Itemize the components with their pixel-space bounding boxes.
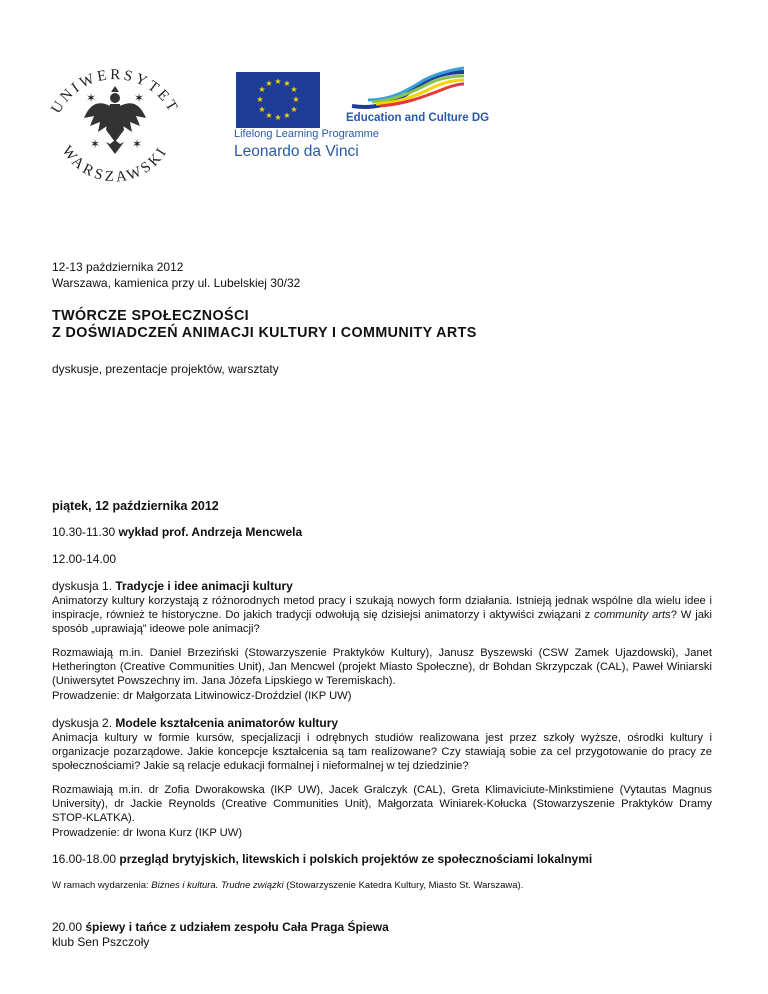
discussion2-label: dyskusja 2. [52, 716, 113, 730]
svg-text:★: ★ [290, 105, 298, 114]
svg-text:★: ★ [274, 113, 282, 122]
university-top-text: UNIWERSYTET [48, 66, 182, 117]
evening-heading [52, 920, 712, 935]
lecture-title: wykład prof. Andrzeja Mencwela [118, 525, 303, 539]
svg-text:★: ★ [274, 77, 282, 86]
discussion1-moderator: Prowadzenie: dr Małgorzata Litwinowicz-Droździel (IKP UW) [52, 690, 352, 702]
event-subtitle: dyskusje, prezentacje projektów, warsztaty [52, 362, 279, 376]
session3-heading [52, 852, 712, 867]
event-title [52, 308, 712, 342]
block-time: 12.00-14.00 [52, 552, 117, 566]
university-logo [40, 44, 190, 194]
discussion2-title: Modele kształcenia animatorów kultury [115, 716, 339, 730]
session3-title: przegląd brytyjskich, litewskich i polskich projektów ze społecznościami lokalnymi [119, 852, 593, 866]
svg-text:★: ★ [258, 105, 266, 114]
eu-programme-logo [224, 56, 490, 170]
svg-text:★: ★ [258, 85, 266, 94]
svg-text:★: ★ [283, 79, 291, 88]
discussion1-speakers: Rozmawiają m.in. Daniel Brzeziński (Stowarzyszenie Praktyków Kultury), Janusz Byszewski (CSW Zamek Ujazdowski), Janet Hetherington (Creative Communities Unit), Jan Mencwel (projekt Miasto Społeczne), dr Bohdan Skrzypczak (CAL), Paweł Winiarski (Uniwersytet Powszechny im. Jana Józefa Lipskiego w Teremiskach). [52, 647, 712, 688]
session3-time: 16.00-18.00 [52, 852, 117, 866]
session3-note-a: W ramach wydarzenia: [52, 880, 149, 891]
rainbow-swoosh-icon [348, 66, 466, 114]
discussion1-label: dyskusja 1. [52, 579, 113, 593]
session3-note-b: (Stowarzyszenie Katedra Kultury, Miasto St. Warszawa). [286, 880, 524, 891]
discussion2-description: Animacja kultury w formie kursów, specjalizacji i odrębnych studiów realizowana jest przez szkoły wyższe, ośrodki kultury i organizacje pozarządowe. Jakie koncepcje kształcenia są tam realizowane? Czy stawiają sobie za cel przygotowanie do pracy ze społecznościami? Jakie są relacje edukacji formalnej i nieformalnej w tej dziedzinie? [52, 732, 712, 773]
evening-title: śpiewy i tańce z udziałem zespołu Cała Praga Śpiewa [85, 920, 389, 934]
session3-note-em: Biznes i kultura. Trudne związki [151, 880, 284, 891]
day-heading: piątek, 12 października 2012 [52, 499, 219, 513]
svg-text:✶: ✶ [86, 91, 97, 105]
lecture-time: 10.30-11.30 [52, 525, 116, 539]
eu-programme-label: Lifelong Learning Programme [234, 128, 379, 140]
lecture-line [52, 525, 712, 540]
discussion1-desc-em: community arts [594, 609, 671, 622]
session3-note [52, 880, 712, 891]
svg-text:★: ★ [265, 79, 273, 88]
discussion2-moderator: Prowadzenie: dr Iwona Kurz (IKP UW) [52, 827, 243, 839]
svg-text:★: ★ [283, 111, 291, 120]
eu-dg-label: Education and Culture DG [346, 112, 490, 124]
evening-venue: klub Sen Pszczoły [52, 935, 150, 949]
evening-time: 20.00 [52, 920, 83, 934]
discussion1-heading [52, 579, 712, 594]
svg-text:✶: ✶ [132, 137, 143, 151]
discussion1-description [52, 594, 712, 637]
svg-text:★: ★ [265, 111, 273, 120]
svg-text:★: ★ [290, 85, 298, 94]
discussion1-desc-b: ? W jaki sposób „uprawiają” ideowe pole animacji? [52, 609, 713, 636]
eu-flag-icon [236, 72, 320, 128]
discussion1-desc-a: Animatorzy kultury korzystają z różnorodnych metod pracy i szukają nowych form działania. Istnieją jednak wspólne dla wielu idee i inspiracje, również te historyczne. Do jakich tradycji odwołują się dzisiejsi animatorzy i aktywiści związani z [52, 595, 712, 622]
discussion1-title: Tradycje i idee animacji kultury [115, 579, 293, 593]
eu-leonardo-label: Leonardo da Vinci [234, 143, 359, 160]
eagle-emblem-icon [40, 44, 190, 194]
discussion2-speakers: Rozmawiają m.in. dr Zofia Dworakowska (IKP UW), Jacek Gralczyk (CAL), Greta Klimaviciute-Minkstimiene (Vytautas Magnus University), dr Jackie Reynolds (Creative Communities Unit), Małgorzata Winiarek-Kołucka (Stowarzyszenie Praktyków Dramy STOP-KLATKA). [52, 784, 712, 825]
svg-text:✶: ✶ [134, 91, 145, 105]
event-date: 12-13 października 2012 [52, 260, 184, 274]
event-title-line2: Z DOŚWIADCZEŃ ANIMACJI KULTURY I COMMUNITY ARTS [52, 325, 477, 341]
svg-text:✶: ✶ [90, 137, 101, 151]
discussion2-heading [52, 716, 712, 731]
event-title-line1: TWÓRCZE SPOŁECZNOŚCI [52, 308, 250, 324]
event-place: Warszawa, kamienica przy ul. Lubelskiej 30/32 [52, 276, 301, 290]
university-bottom-text: WARSZAWSKI [58, 143, 172, 186]
svg-text:★: ★ [292, 95, 300, 104]
svg-text:★: ★ [256, 95, 264, 104]
